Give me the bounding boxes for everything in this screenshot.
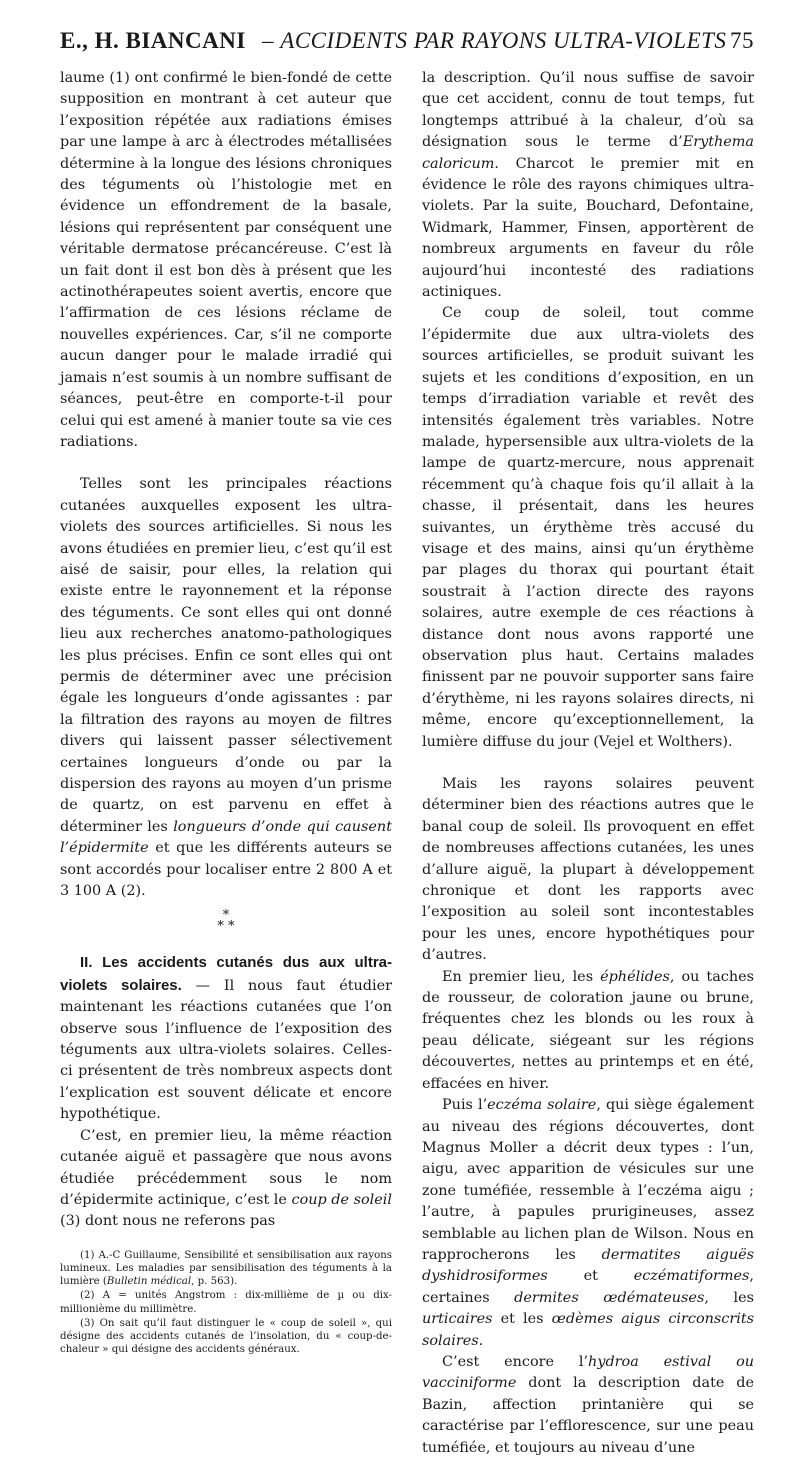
page-number: 75 xyxy=(730,28,754,53)
italic-run: hydroa estival ou vacciniforme xyxy=(422,1353,754,1392)
text-run: et les xyxy=(492,1311,552,1328)
italic-run: urticaires xyxy=(422,1311,493,1328)
text-run: (1) A.-C Guillaume, Sensibilité et sensibilisation aux rayons lumineux. Les maladies par sensibilisation des téguments à la lumière ( xyxy=(60,1249,392,1288)
paragraph xyxy=(422,1095,754,1352)
paragraph: laume (1) ont confirmé le bien-fondé de cette supposition en montrant à cet auteur que l’exposition répétée aux radiations émises par une lampe à arc à électrodes métallisées détermine à la longue des lésions chroniques des téguments où l’histologie met en évidence un effondrement de la basale, lésions qui représentent par conséquent une véritable dermatose précancéreuse. C’est là un fait dont il est bon dès à présent que les actinothérapeutes soient avertis, encore que l’affirmation de ces lésions réclame de nouvelles expériences. Car, s’il ne comporte aucun danger pour le malade irradié qui jamais n’est soumis à un nombre suffisant de séances, peut-être en comporte-t-il pour celui qui est amené à manier toute sa vie ces radiations. xyxy=(60,70,392,450)
italic-run: dermatites aiguës dyshidrosiformes xyxy=(422,1246,754,1285)
asterism-top: * xyxy=(222,908,230,924)
text-columns xyxy=(60,68,754,1459)
italic-run: Bulletin médical xyxy=(106,1276,192,1288)
paragraph xyxy=(422,967,754,1095)
paragraph: Ce coup de soleil, tout comme l’épidermite due aux ultra-violets des sources artificielles, se produit suivant les sujets et les conditions d’exposition, en un temps d’irradiation variable et revêt des intensités également très variables. Notre malade, hypersensible aux ultra-violets de la lampe de quartz-mercure, nous apprenait récemment qu’à chaque fois qu’il allait à la chasse, il présentait, dans les heures suivantes, un érythème très accusé du visage et des mains, ainsi qu’un érythème par plages du thorax qui pourtant était soustrait à l’action directe des rayons solaires, autre exemple de ces réactions à distance dont nous avons rapporté une observation plus haut. Certains malades finissent par ne pouvoir supporter sans faire d’érythème, ni les rayons solaires directs, ni même, encore qu’exceptionnellement, la lumière diffuse du jour (Vejel et Wolthers). xyxy=(422,305,754,750)
text-run: et xyxy=(547,1268,634,1285)
text-run: la description. Qu’il nous suffise de savoir que cet accident, connu de tout temps, fut longtemps attribué à la chaleur, d’où sa désignation sous le terme d’ xyxy=(422,70,754,151)
text-run: Puis l’ xyxy=(442,1097,488,1114)
paragraph xyxy=(422,68,754,303)
text-run: Telles sont les principales réactions cutanées auxquelles exposent les ultra-violets des sources artificielles. Si nous les avons étudiées en premier lieu, c’est qu’il est aisé de saisir, pour elles, la relation qui existe entre le rayonnement et la réponse des téguments. Ce sont elles qui ont donné lieu aux recherches anatomo-pathologiques les plus précises. Enfin ce sont elles qui ont permis de déterminer avec une précision égale les longueurs d’onde agissantes : par la filtration des rayons au moyen de filtres divers qui laissent passer sélectivement certaines longueurs d’onde ou par la dispersion des rayons au moyen d’un prisme de quartz, on est parvenu en effet à déterminer les xyxy=(60,476,392,835)
header-separator: – xyxy=(262,28,275,53)
italic-run: Erythema caloricum xyxy=(422,134,754,172)
italic-run: éphélides xyxy=(600,968,670,985)
text-run: , les xyxy=(704,1289,754,1306)
footnote xyxy=(60,1249,392,1289)
text-run: dont la description date de Bazin, affection printanière qui se caractérise par l’efflorescence, sur une peau tuméfiée, et toujours au niveau d’une xyxy=(422,1375,754,1456)
paragraph xyxy=(60,1126,392,1233)
asterism xyxy=(60,908,392,935)
right-column xyxy=(422,68,754,1459)
text-run: , certaines xyxy=(422,1268,754,1306)
text-run: . Charcot le premier mit en évidence le rôle des rayons chimiques ultra-violets. Par la suite, Bouchard, Defontaine, Widmark, Hammer, Finsen, apportèrent de nombreux arguments en faveur du rôle aujourd’hui incontesté des radiations actiniques. xyxy=(422,155,754,301)
text-run: En premier lieu, les xyxy=(442,968,601,985)
text-run: , p. 563). xyxy=(191,1276,238,1288)
header-authors: E., H. BIANCANI xyxy=(60,28,246,53)
text-run: , ou taches de rousseur, de coloration jaune ou brune, fréquentes chez les blonds ou les roux à peau délicate, siégeant sur les régions découvertes, nettes au printemps et en été, effacées en hiver. xyxy=(422,968,755,1092)
running-header xyxy=(60,28,754,54)
paragraph xyxy=(422,1352,754,1459)
footnote: (3) On sait qu’il faut distinguer le « coup de soleil », qui désigne des accidents cutanés de l’insolation, du « coup-de-chaleur » qui désigne des accidents généraux. xyxy=(60,1317,392,1356)
italic-run: eczématiformes xyxy=(633,1268,750,1285)
text-run: — Il nous faut étudier maintenant les réactions cutanées que l’on observe sous l’influence de l’exposition des téguments aux ultra-violets solaires. Celles-ci présentent de très nombreux aspects dont l’explication est souvent délicate et encore hypothétique. xyxy=(60,977,392,1123)
italic-run: dermites œdémateuses xyxy=(514,1289,705,1306)
asterism-bottom: * * xyxy=(217,919,235,935)
header-title-text: ACCIDENTS PAR RAYONS ULTRA-VIOLETS xyxy=(280,28,727,53)
footnote: (2) A = unités Angstrom : dix-millième de µ ou dix-millionième du millimètre. xyxy=(60,1290,392,1315)
text-run: et que les différents auteurs se sont accordés pour localiser entre 2 800 A et 3 100 A (2). xyxy=(60,840,392,900)
text-run: C’est encore l’ xyxy=(442,1353,589,1370)
text-run: , qui siège également au niveau des régions découvertes, dont Magnus Moller a décrit deux types : l’un, aigu, avec apparition de vésicules sur une zone tuméfiée, ressemble à l’eczéma aigu ; l’autre, à papules prurigineuses, assez semblable au lichen plan de Wilson. Nous en rapprocherons les xyxy=(422,1097,754,1263)
left-column xyxy=(60,68,392,1459)
text-run: C’est, en premier lieu, la même réaction cutanée aiguë et passagère que nous avons étudiée précédemment sous le nom d’épidermite actinique, c’est le xyxy=(60,1127,392,1208)
section-heading: II. Les accidents cutanés dus aux ultra-violets solaires. xyxy=(60,954,392,994)
header-title xyxy=(256,28,730,54)
paragraph: Mais les rayons solaires peuvent déterminer bien des réactions autres que le banal coup de soleil. Ils provoquent en effet de nombreuses affections cutanées, les unes d’allure aiguë, la plupart à développement chronique et dont les rapports avec l’exposition au soleil sont incontestables pour les unes, encore hypothétiques pour d’autres. xyxy=(422,776,754,964)
italic-run: eczéma solaire xyxy=(487,1097,597,1114)
italic-run: œdèmes aigus circonscrits solaires. xyxy=(422,1311,754,1349)
italic-run: coup de soleil xyxy=(291,1191,392,1208)
paragraph xyxy=(60,474,392,902)
footnotes xyxy=(60,1249,392,1357)
section-paragraph xyxy=(60,952,392,1125)
text-run: (3) dont nous ne referons pas xyxy=(60,1213,276,1230)
italic-run: longueurs d’onde qui causent l’épidermite xyxy=(60,818,392,857)
